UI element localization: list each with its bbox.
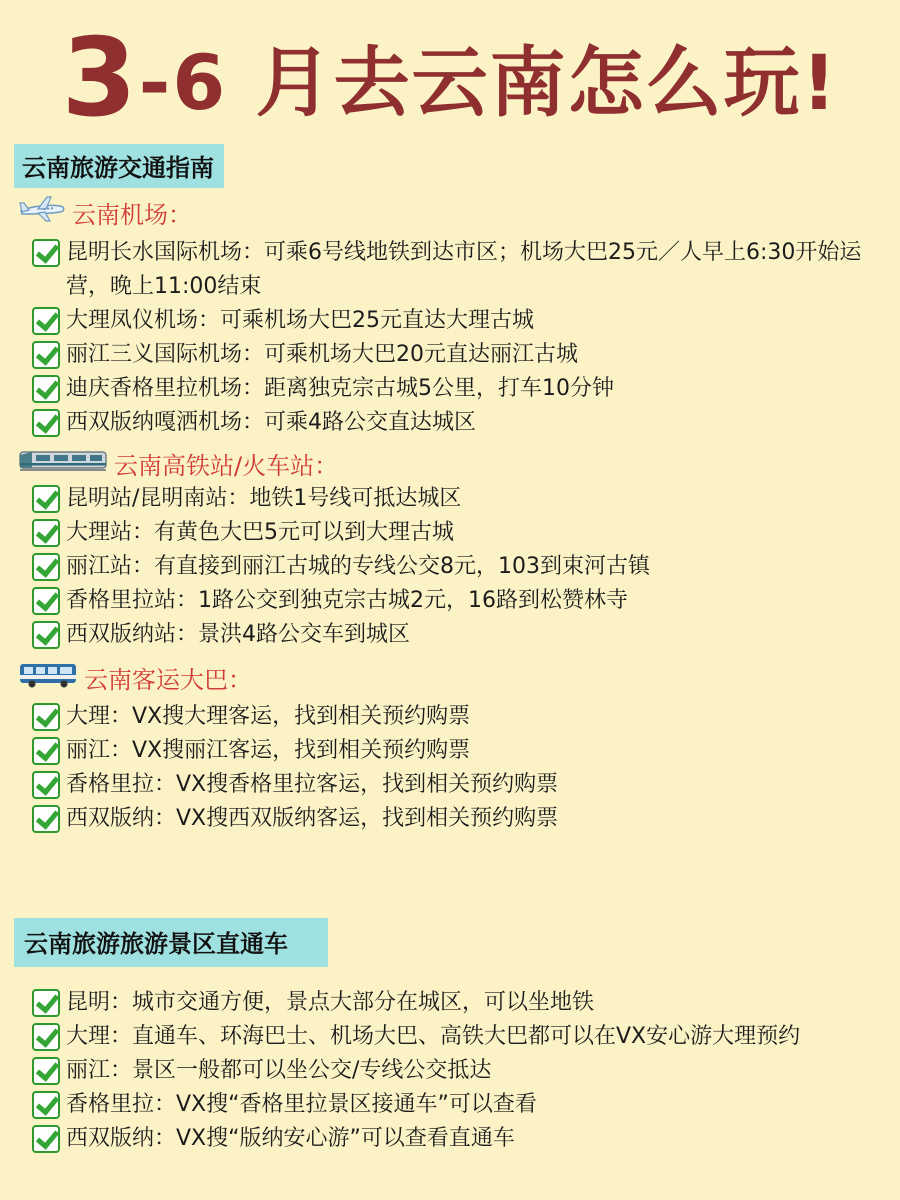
checkbox-icon	[32, 1057, 60, 1085]
list-item: 香格里拉：VX搜“香格里拉景区接通车”可以查看	[32, 1088, 888, 1122]
checkbox-icon	[32, 771, 60, 799]
checkbox-icon	[32, 587, 60, 615]
subheading-rail-label: 云南高铁站/火车站：	[114, 452, 339, 480]
section-heading-scenic-shuttle: 云南旅游旅游景区直通车	[14, 918, 328, 967]
bus-icon	[18, 661, 78, 695]
train-icon	[18, 449, 108, 479]
list-item: 大理凤仪机场：可乘机场大巴25元直达大理古城	[32, 304, 888, 338]
page-title	[0, 16, 900, 141]
checkbox-icon	[32, 989, 60, 1017]
checkbox-icon	[32, 703, 60, 731]
list-item: 香格里拉站：1路公交到独克宗古城2元，16路到松赞林寺	[32, 584, 888, 618]
checkbox-icon	[32, 1091, 60, 1119]
list-item: 西双版纳站：景洪4路公交车到城区	[32, 618, 888, 652]
list-item: 西双版纳：VX搜“版纳安心游”可以查看直通车	[32, 1122, 888, 1156]
section-heading-transport: 云南旅游交通指南	[14, 144, 224, 188]
airplane-icon	[18, 194, 66, 230]
list-item: 昆明长水国际机场：可乘6号线地铁到达市区；机场大巴25元／人早上6:30开始运营，晚上11:00结束	[32, 236, 888, 304]
subheading-bus-label: 云南客运大巴：	[84, 666, 252, 694]
checkbox-icon	[32, 1023, 60, 1051]
list-item: 昆明站/昆明南站：地铁1号线可抵达城区	[32, 482, 888, 516]
checkbox-icon	[32, 737, 60, 765]
checkbox-icon	[32, 409, 60, 437]
checkbox-icon	[32, 553, 60, 581]
list-item: 昆明：城市交通方便，景点大部分在城区，可以坐地铁	[32, 986, 888, 1020]
checkbox-icon	[32, 375, 60, 403]
list-item: 西双版纳：VX搜西双版纳客运，找到相关预约购票	[32, 802, 888, 836]
scenic-shuttle-list	[32, 986, 888, 1156]
checkbox-icon	[32, 519, 60, 547]
subheading-bus	[18, 660, 252, 695]
title-number: 3	[61, 16, 139, 141]
checkbox-icon	[32, 1125, 60, 1153]
list-item: 丽江：VX搜丽江客运，找到相关预约购票	[32, 734, 888, 768]
subheading-airports-label: 云南机场：	[72, 200, 192, 229]
list-item: 丽江站：有直接到丽江古城的专线公交8元，103到束河古镇	[32, 550, 888, 584]
rail-list	[32, 482, 888, 652]
list-item: 迪庆香格里拉机场：距离独克宗古城5公里，打车10分钟	[32, 372, 888, 406]
subheading-airports	[18, 194, 192, 230]
checkbox-icon	[32, 621, 60, 649]
checkbox-icon	[32, 341, 60, 369]
list-item: 丽江：景区一般都可以坐公交/专线公交抵达	[32, 1054, 888, 1088]
list-item: 丽江三义国际机场：可乘机场大巴20元直达丽江古城	[32, 338, 888, 372]
list-item: 大理：直通车、环海巴士、机场大巴、高铁大巴都可以在VX安心游大理预约	[32, 1020, 888, 1054]
checkbox-icon	[32, 239, 60, 267]
title-text: -6 月去云南怎么玩!	[138, 38, 839, 127]
checkbox-icon	[32, 485, 60, 513]
checkbox-icon	[32, 307, 60, 335]
list-item: 大理：VX搜大理客运，找到相关预约购票	[32, 700, 888, 734]
list-item: 香格里拉：VX搜香格里拉客运，找到相关预约购票	[32, 768, 888, 802]
airport-list	[32, 236, 888, 440]
list-item: 西双版纳嘎洒机场：可乘4路公交直达城区	[32, 406, 888, 440]
checkbox-icon	[32, 805, 60, 833]
bus-list	[32, 700, 888, 836]
list-item: 大理站：有黄色大巴5元可以到大理古城	[32, 516, 888, 550]
subheading-rail	[18, 446, 338, 481]
